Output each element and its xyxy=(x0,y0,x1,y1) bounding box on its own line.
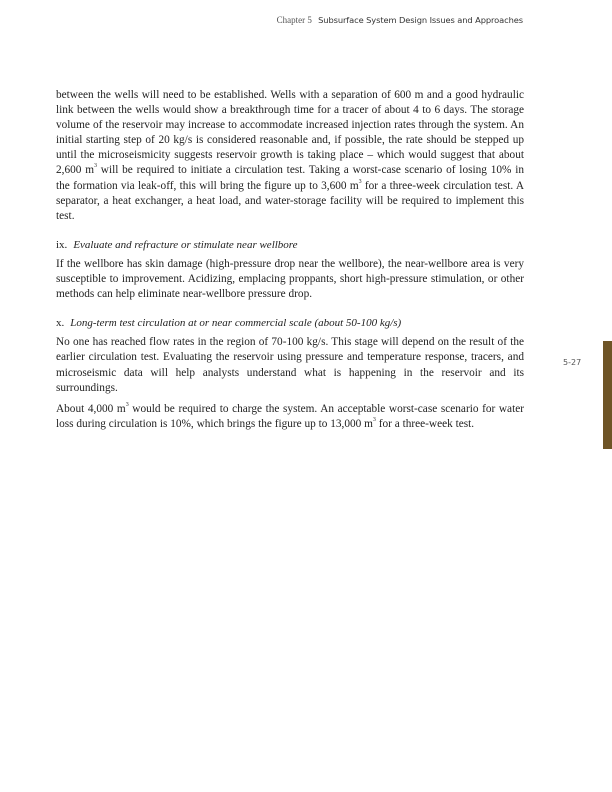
text-run: About 4,000 m xyxy=(56,402,126,415)
page-number: 5-27 xyxy=(563,358,582,367)
chapter-label: Chapter 5 xyxy=(276,15,312,25)
paragraph: If the wellbore has skin damage (high-pressure drop near the wellbore), the near-wellbore area is very susceptible to improvement. Acidizing, emplacing proppants, short high-pressure stimulation, or other methods can help eliminate near-wellbore pressure drop. xyxy=(56,257,524,301)
superscript: 3 xyxy=(125,401,129,408)
text-run: will be required to initiate a circulation test. Taking a worst-case scenario of losing 10% in the formation via leak-off, this will bring the figure up to 3,600 m xyxy=(56,164,525,192)
section-heading-x xyxy=(56,316,524,331)
heading-text: Evaluate and refracture or stimulate near wellbore xyxy=(73,238,298,251)
heading-number: x. xyxy=(56,317,65,330)
superscript: 3 xyxy=(358,178,362,185)
heading-text: Long-term test circulation at or near commercial scale (about 50-100 kg/s) xyxy=(70,317,402,330)
superscript: 3 xyxy=(372,416,376,423)
text-run: for a three-week test. xyxy=(375,417,475,430)
chapter-title: Subsurface System Design Issues and Approaches xyxy=(318,15,523,25)
paragraph xyxy=(56,88,524,224)
heading-number: ix. xyxy=(56,238,68,251)
chapter-tab-marker xyxy=(603,341,612,449)
paragraph: No one has reached flow rates in the region of 70-100 kg/s. This stage will depend on the result of the earlier circulation test. Evaluating the reservoir using pressure and temperature response, tracers, and microseismic data will help analysts understand what is happening in the reservoir and its surroundings. xyxy=(56,336,524,394)
superscript: 3 xyxy=(94,163,97,170)
paragraph xyxy=(56,402,524,432)
running-header xyxy=(277,15,523,25)
body-text xyxy=(56,88,524,438)
section-heading-ix xyxy=(56,238,524,253)
text-run: for a three-week circulation test. A separator, a heat exchanger, a heat load, and water-storage facility will be required to implement this test. xyxy=(56,179,524,222)
text-run: between the wells will need to be established. Wells with a separation of 600 m and a good hydraulic link between the wells would show a breakthrough time for a tracer of about 4 to 6 days. The storage volume of the reservoir may increase to accommodate increased injection rates through the system. An initial starting step of 20 kg/s is considered reasonable and, if possible, the rate should be stepped up until the microseismicity suggests reservoir growth is taking place – which would suggest that about 2,600 m xyxy=(56,89,524,177)
text-run: would be required to charge the system. An acceptable worst-case scenario for water loss during circulation is 10%, which brings the figure up to 13,000 m xyxy=(56,402,524,430)
